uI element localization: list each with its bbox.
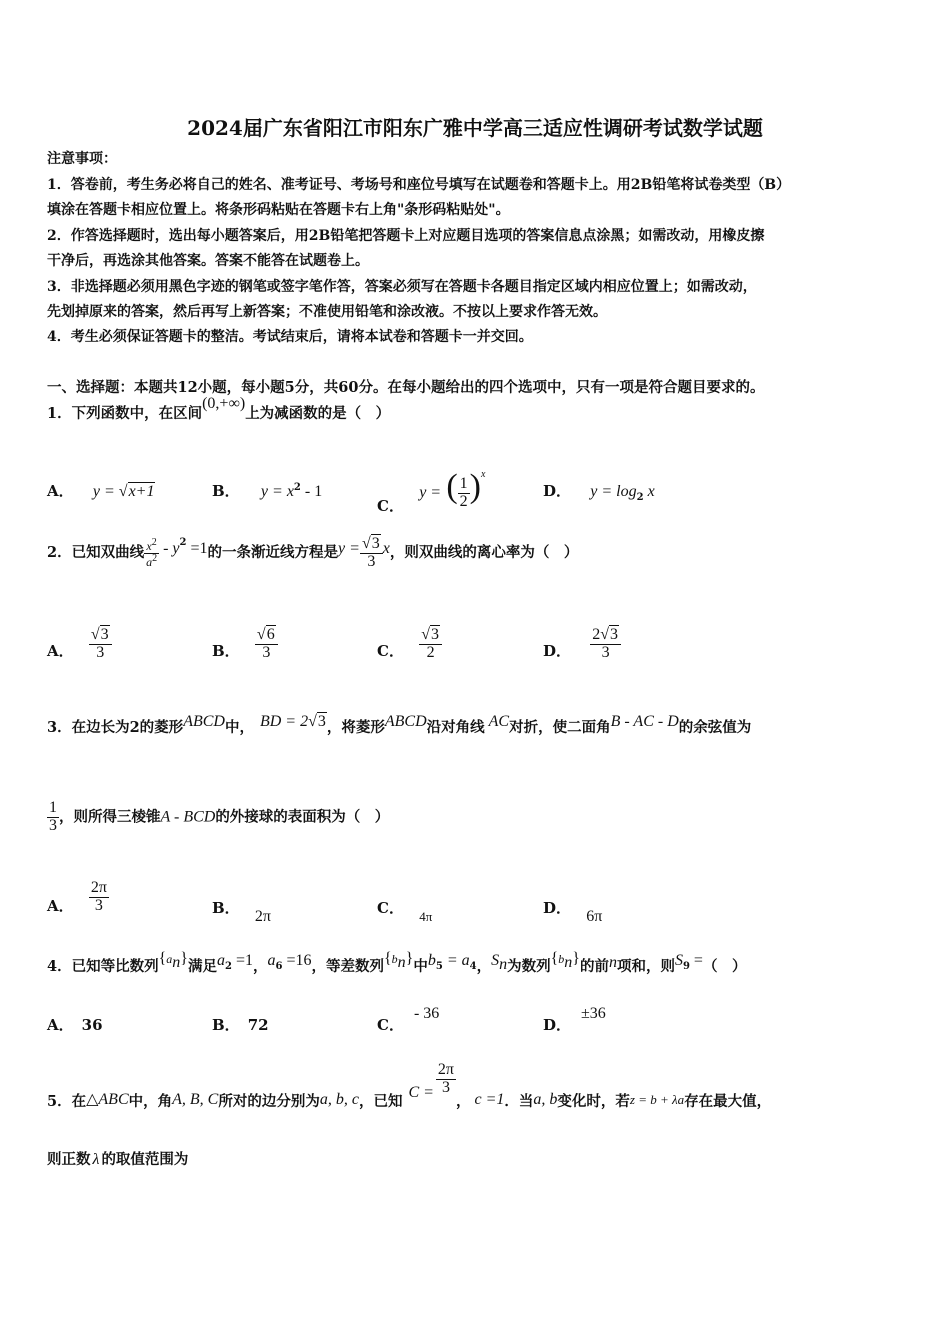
q3-option-d[interactable]: D． 6π <box>543 899 603 925</box>
notice-heading: 注意事项： <box>47 151 117 167</box>
q1-option-c[interactable]: C． y = ( $\frac{1}{2}$ )$^x$ <box>377 468 486 515</box>
q1-text-end: 上为减函数的是（ ） <box>245 405 391 422</box>
question-5: 5．在△ABC中，角A, B, C所对的边分别为a, b, c，已知C = $\frac{2\pi}{3}$ ， c =1．当a, b变化时，若z = b + λa存在最大值， <box>47 1061 772 1111</box>
q3-option-a[interactable]: A． $\frac{2\pi}{3}$ <box>47 879 107 916</box>
q1-interval: (0,+∞) <box>202 395 246 412</box>
question-2: 2．已知双曲线 $\frac{x^2}{a^2}$ - $y^2 =1$的一条渐近线方程是y = $\frac{√3}{3}$ x，则双曲线的离心率为（ ） <box>47 535 579 570</box>
question-3: 3．在边长为2的菱形ABCD中， BD = 2√3，将菱形ABCD沿对角线 AC对折，使二面角B - AC - D的余弦值为 <box>47 713 752 736</box>
q1-option-a[interactable]: A． y = √x+1 <box>47 482 155 500</box>
notice-line: 先划掉原来的答案，然后再写上新答案；不准使用铅笔和涂改液。不按以上要求作答无效。 <box>47 304 607 320</box>
q1-option-d[interactable]: D． $y = \log_2 x$ <box>543 482 655 503</box>
q4-option-c[interactable]: C．- 36 <box>377 1005 440 1034</box>
q1-option-b[interactable]: B． $y = x^2 - 1$ <box>212 482 323 500</box>
q2-option-d[interactable]: D． $\frac{2√3}{3}$ <box>543 627 621 662</box>
q2-option-b[interactable]: B． $\frac{√6}{3}$ <box>212 627 278 662</box>
q4-option-d[interactable]: D．±36 <box>543 1005 606 1034</box>
section-heading: 一、选择题：本题共12小题，每小题5分，共60分。在每小题给出的四个选项中，只有一项是符合题目要求的。 <box>47 379 765 396</box>
q3-option-c[interactable]: C． 4π <box>377 899 433 924</box>
question-4: 4．已知等比数列{$^a_n$}满足$a_2 =1$，$a_6 =16$，等差数列{$^b_n$}中$b_5 = a_4$，$S_n$为数列{$^b_n$}的前n项和，则$S_9$ =（ ） <box>47 950 747 975</box>
notice-line: 4．考生必须保证答题卡的整洁。考试结束后，请将本试卷和答题卡一并交回。 <box>47 329 533 345</box>
question-1 <box>47 395 391 423</box>
q2-option-c[interactable]: C． $\frac{√3}{2}$ <box>377 627 442 662</box>
notice-line: 填涂在答题卡相应位置上。将条形码粘贴在答题卡右上角"条形码粘贴处"。 <box>47 202 510 218</box>
q2-option-a[interactable]: A． $\frac{√3}{3}$ <box>47 627 112 662</box>
q3-option-b[interactable]: B． 2π <box>212 899 271 925</box>
q4-option-b[interactable]: B． 72 <box>212 1016 269 1034</box>
notice-line: 干净后，再选涂其他答案。答案不能答在试题卷上。 <box>47 253 369 269</box>
page-title: 2024届广东省阳江市阳东广雅中学高三适应性调研考试数学试题 <box>187 116 763 140</box>
question-5-cont: 则正数 λ 的取值范围为 <box>47 1151 189 1168</box>
notice-line: 1．答卷前，考生务必将自己的姓名、准考证号、考场号和座位号填写在试题卷和答题卡上。用2B铅笔将试卷类型（B） <box>47 177 791 193</box>
notice-line: 2．作答选择题时，选出每小题答案后，用2B铅笔把答题卡上对应题目选项的答案信息点涂黑；如需改动，用橡皮擦 <box>47 228 765 244</box>
notice-line: 3．非选择题必须用黑色字迹的钢笔或签字笔作答，答案必须写在答题卡各题目指定区域内相应位置上；如需改动， <box>47 279 757 295</box>
q1-text: 1．下列函数中，在区间 <box>47 405 203 422</box>
q4-option-a[interactable]: A． 36 <box>47 1016 103 1034</box>
question-3-cont: $\frac{1}{3}$ ，则所得三棱锥A - BCD的外接球的表面积为（ ） <box>49 799 390 834</box>
